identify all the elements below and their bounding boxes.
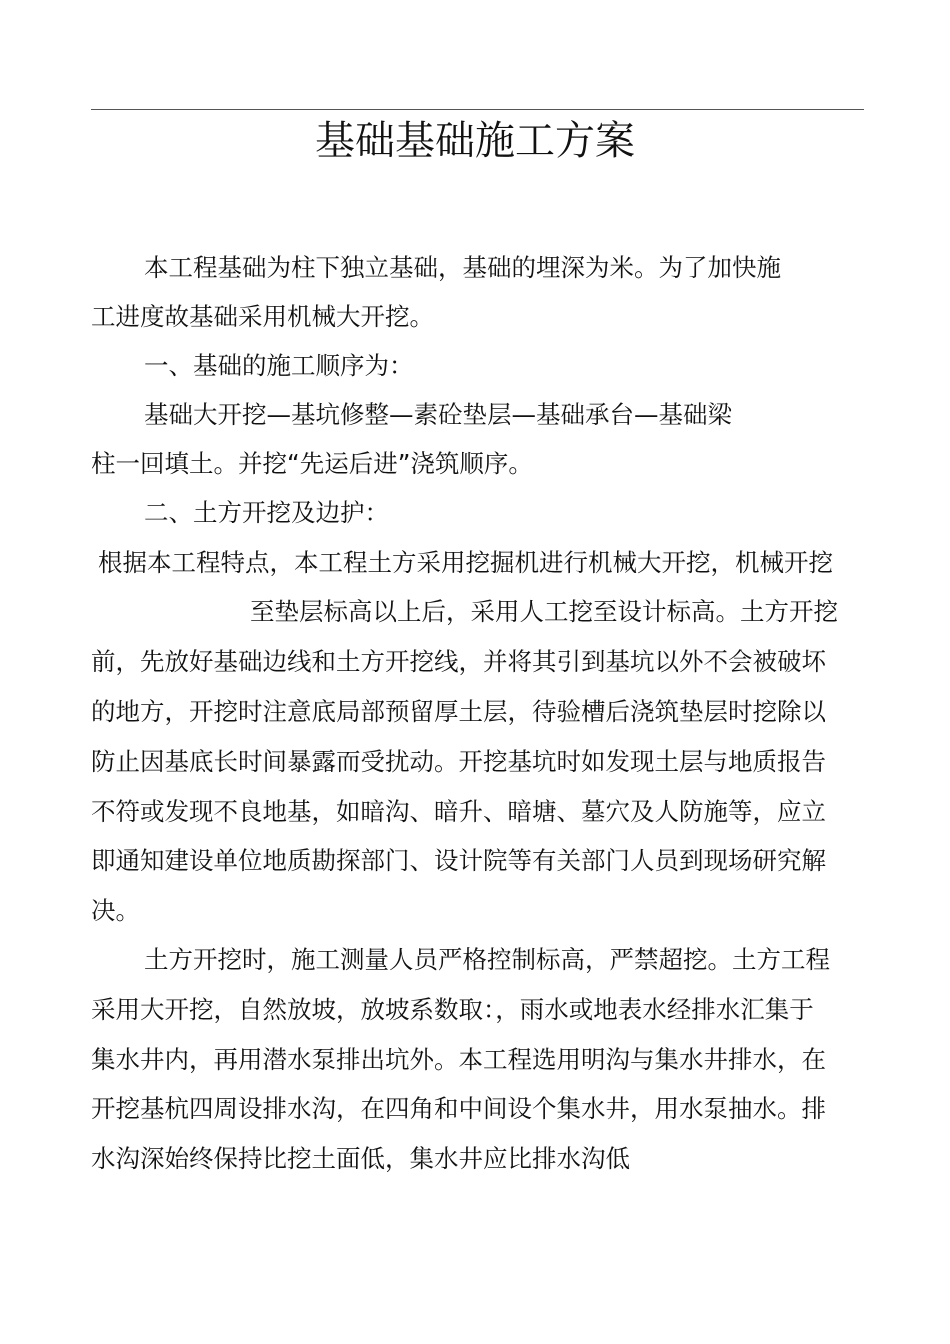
paragraph-line: 水沟深始终保持比挖土面低，集水井应比排水沟低 [91, 1144, 630, 1173]
paragraph-line: 决。 [91, 896, 140, 925]
paragraph-line: 本工程基础为柱下独立基础，基础的埋深为米。为了加快施 [144, 253, 781, 282]
paragraph-line: 土方开挖时，施工测量人员严格控制标高，严禁超挖。土方工程 [144, 945, 830, 974]
paragraph-line: 柱一回填土。并挖“先运后进”浇筑顺序。 [91, 449, 533, 478]
header-rule [91, 109, 864, 110]
paragraph-line: 根据本工程特点，本工程土方采用挖掘机进行机械大开挖，机械开挖 [98, 548, 833, 577]
paragraph-line: 开挖基杭四周设排水沟，在四角和中间设个集水井，用水泵抽水。排 [91, 1094, 826, 1123]
paragraph-line: 基础大开挖—基坑修整—素砼垫层—基础承台—基础梁 [144, 400, 732, 429]
paragraph-line: 不符或发现不良地基，如暗沟、暗升、暗塘、墓穴及人防施等，应立 [91, 797, 826, 826]
paragraph-line: 工进度故基础采用机械大开挖。 [91, 302, 434, 331]
paragraph-line: 即通知建设单位地质勘探部门、设计院等有关部门人员到现场研究解 [91, 846, 826, 875]
document-title: 基础基础施工方案 [315, 118, 635, 164]
paragraph-line: 防止因基底长时间暴露而受扰动。开挖基坑时如发现土层与地质报告 [91, 747, 826, 776]
paragraph-line: 采用大开挖，自然放坡，放坡系数取：，雨水或地表水经排水汇集于 [91, 995, 814, 1024]
paragraph-line: 至垫层标高以上后，采用人工挖至设计标高。土方开挖 [250, 597, 838, 626]
paragraph-line: 集水井内，再用潜水泵排出坑外。本工程选用明沟与集水井排水，在 [91, 1045, 826, 1074]
section-heading: 一、基础的施工顺序为： [144, 351, 414, 380]
section-heading: 二、土方开挖及边护： [144, 498, 389, 527]
paragraph-line: 的地方，开挖时注意底局部预留厚土层，待验槽后浇筑垫层时挖除以 [91, 697, 826, 726]
paragraph-line: 前，先放好基础边线和土方开挖线，并将其引到基坑以外不会被破坏 [91, 647, 826, 676]
